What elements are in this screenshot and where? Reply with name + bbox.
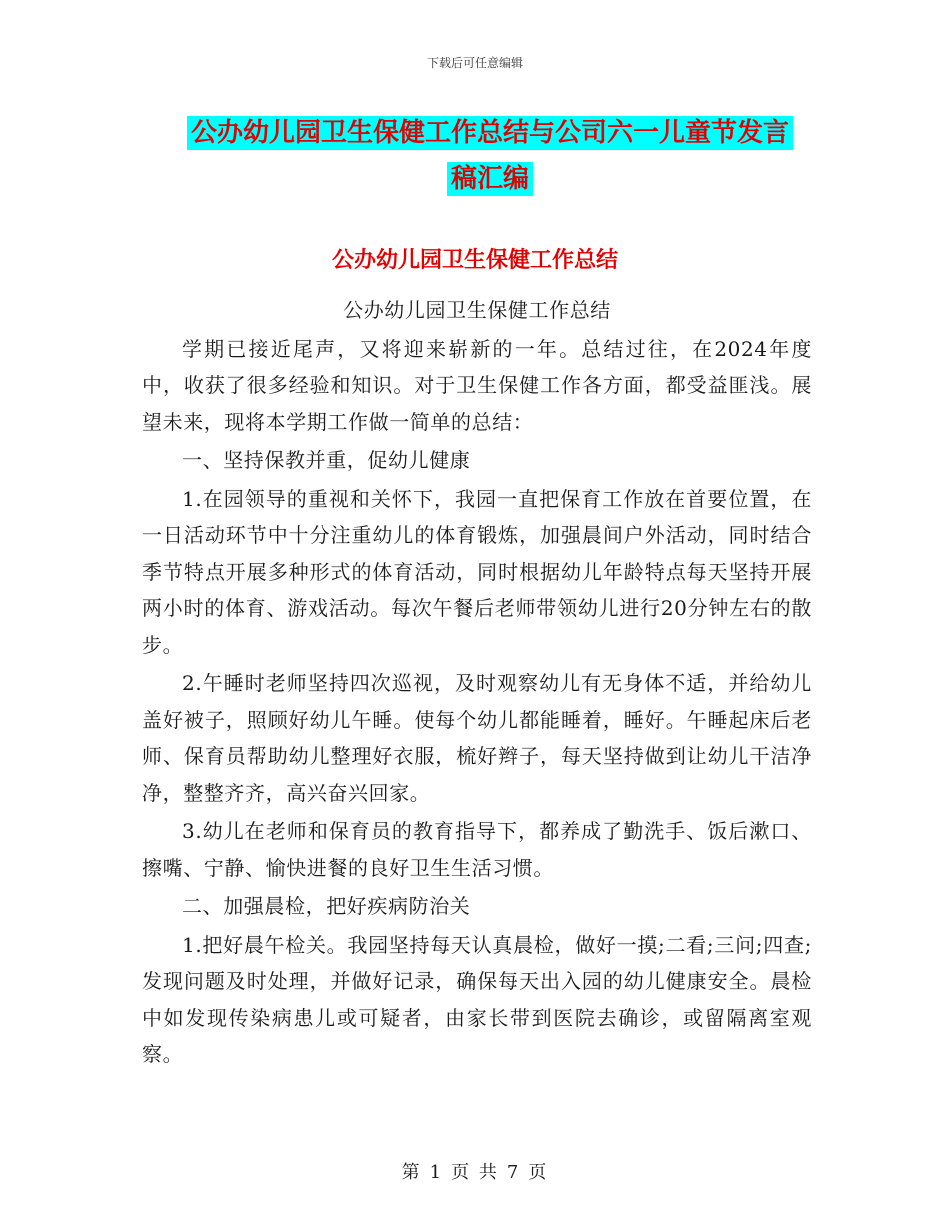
footer-suffix: 页 <box>528 1162 549 1183</box>
footer-total-pages: 7 <box>506 1162 521 1183</box>
paragraph-heading: 二、加强晨检，把好疾病防治关 <box>182 894 471 918</box>
section-subtitle: 公办幼儿园卫生保健工作总结 <box>343 298 611 322</box>
document-title-line2: 稿汇编 <box>447 162 533 196</box>
paragraph-heading: 一、坚持保教并重，促幼儿健康 <box>182 448 471 472</box>
footer-page-number: 1 <box>429 1162 444 1183</box>
document-title <box>170 110 810 202</box>
footer-middle: 页 共 <box>451 1162 499 1183</box>
paragraph: 1.把好晨午检关。我园坚持每天认真晨检，做好一摸;二看;三问;四查;发现问题及时处理，并做好记录，确保每天出入园的幼儿健康安全。晨检中如发现传染病患儿或可疑者，由家长带到医院去确诊，或留隔离室观察。 <box>142 932 812 1066</box>
header-note: 下载后可任意编辑 <box>426 56 523 70</box>
section-heading: 公办幼儿园卫生保健工作总结 <box>331 247 618 273</box>
paragraph: 2.午睡时老师坚持四次巡视，及时观察幼儿有无身体不适，并给幼儿盖好被子，照顾好幼儿午睡。使每个幼儿都能睡着，睡好。午睡起床后老师、保育员帮助幼儿整理好衣服，梳好辫子，每天坚持做到让幼儿干洁净净，整整齐齐，高兴奋兴回家。 <box>142 671 812 805</box>
paragraph: 3.幼儿在老师和保育员的教育指导下，都养成了勤洗手、饭后漱口、擦嘴、宁静、愉快进餐的良好卫生生活习惯。 <box>142 819 812 880</box>
paragraph: 1.在园领导的重视和关怀下，我园一直把保育工作放在首要位置，在一日活动环节中十分注重幼儿的体育锻炼，加强晨间户外活动，同时结合季节特点开展多种形式的体育活动，同时根据幼儿年龄特点每天坚持开展两小时的体育、游戏活动。每次午餐后老师带领幼儿进行20分钟左右的散步。 <box>142 486 812 657</box>
page-footer <box>0 1158 950 1184</box>
paragraph: 学期已接近尾声，又将迎来崭新的一年。总结过往，在2024年度中，收获了很多经验和知识。对于卫生保健工作各方面，都受益匪浅。展望未来，现将本学期工作做一简单的总结： <box>142 336 812 434</box>
footer-prefix: 第 <box>401 1162 422 1183</box>
document-body <box>142 292 812 1075</box>
document-title-line1: 公办幼儿园卫生保健工作总结与公司六一儿童节发言 <box>187 116 793 150</box>
